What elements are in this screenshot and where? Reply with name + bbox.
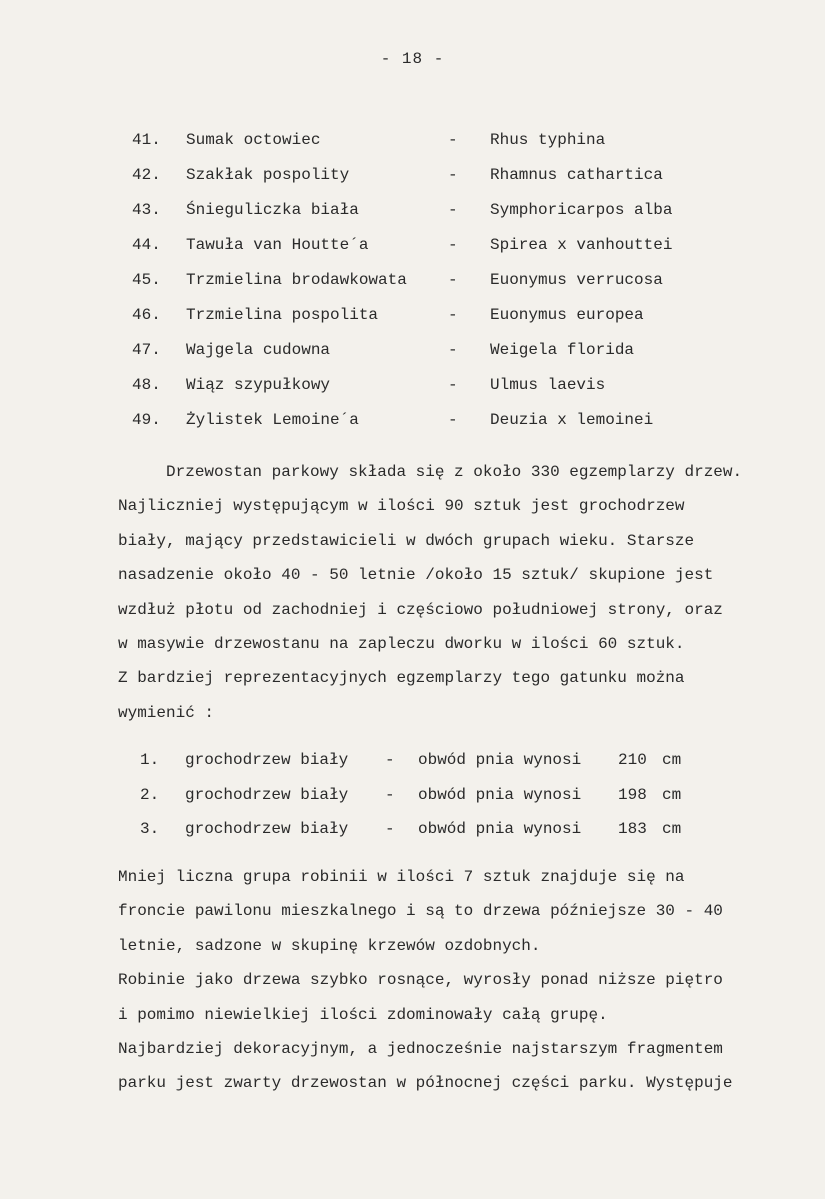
- species-polish-name: Żylistek Lemoine´a: [186, 411, 359, 429]
- species-dash: -: [448, 201, 458, 219]
- specimen-list: [140, 750, 740, 854]
- species-row: [128, 340, 748, 375]
- species-latin-name: Weigela florida: [490, 341, 635, 359]
- species-polish-name: Wajgela cudowna: [186, 341, 331, 359]
- text-line: Najliczniej występującym w ilości 90 sztuk jest grochodrzew: [118, 497, 685, 516]
- species-dash: -: [448, 271, 458, 289]
- species-dash: -: [448, 236, 458, 254]
- text-line: letnie, sadzone w skupinę krzewów ozdobnych.: [118, 936, 541, 955]
- text-line: biały, mający przedstawicieli w dwóch grupach wieku. Starsze: [118, 531, 695, 550]
- species-dash: -: [448, 411, 458, 429]
- specimen-number: 3.: [140, 820, 160, 838]
- specimen-value: 210: [618, 751, 647, 769]
- species-row: [128, 305, 748, 340]
- species-latin-name: Rhamnus cathartica: [490, 166, 663, 184]
- species-polish-name: Sumak octowiec: [186, 131, 321, 149]
- species-latin-name: Euonymus verrucosa: [490, 271, 663, 289]
- specimen-dash: -: [385, 820, 395, 838]
- text-line: Z bardziej reprezentacyjnych egzemplarzy tego gatunku można: [118, 669, 685, 688]
- species-latin-name: Rhus typhina: [490, 131, 606, 149]
- species-polish-name: Tawuła van Houtte´a: [186, 236, 369, 254]
- species-dash: -: [448, 306, 458, 324]
- species-number: 43.: [132, 201, 161, 219]
- text-line: Mniej liczna grupa robinii w ilości 7 sztuk znajduje się na: [118, 868, 685, 886]
- species-list: [128, 130, 748, 445]
- species-polish-name: Wiąz szypułkowy: [186, 376, 331, 394]
- specimen-number: 1.: [140, 751, 160, 769]
- species-row: [128, 165, 748, 200]
- species-latin-name: Symphoricarpos alba: [490, 201, 673, 219]
- specimen-dash: -: [385, 751, 395, 769]
- species-latin-name: Ulmus laevis: [490, 376, 606, 394]
- specimen-row: [140, 750, 740, 785]
- page-number: - 18 -: [380, 50, 445, 68]
- paragraph-robinia: [118, 860, 808, 1101]
- species-dash: -: [448, 166, 458, 184]
- species-number: 48.: [132, 376, 161, 394]
- species-number: 42.: [132, 166, 161, 184]
- specimen-description: obwód pnia wynosi: [418, 785, 582, 804]
- text-line: w masywie drzewostanu na zapleczu dworku w ilości 60 sztuk.: [118, 634, 685, 653]
- specimen-value: 183: [618, 820, 647, 838]
- text-line: i pomimo niewielkiej ilości zdominowały całą grupę.: [118, 1005, 608, 1024]
- species-latin-name: Euonymus europea: [490, 306, 644, 324]
- text-line: parku jest zwarty drzewostan w północnej części parku. Występuje: [118, 1074, 733, 1093]
- text-line: wymienić :: [118, 703, 215, 722]
- species-row: [128, 410, 748, 445]
- specimen-unit: cm: [662, 751, 682, 769]
- species-polish-name: Śnieguliczka biała: [186, 201, 359, 219]
- species-dash: -: [448, 341, 458, 359]
- specimen-name: grochodrzew biały: [185, 820, 349, 838]
- specimen-name: grochodrzew biały: [185, 785, 349, 804]
- specimen-row: [140, 785, 740, 820]
- specimen-description: obwód pnia wynosi: [418, 820, 582, 838]
- text-line: wzdłuż płotu od zachodniej i częściowo południowej strony, oraz: [118, 600, 723, 619]
- species-row: [128, 270, 748, 305]
- specimen-value: 198: [618, 785, 647, 804]
- specimen-name: grochodrzew biały: [185, 751, 349, 769]
- species-row: [128, 200, 748, 235]
- paragraph-tree-stand: [118, 455, 808, 730]
- text-line: froncie pawilonu mieszkalnego i są to drzewa późniejsze 30 - 40: [118, 902, 723, 921]
- species-latin-name: Spirea x vanhouttei: [490, 236, 673, 254]
- species-number: 49.: [132, 411, 161, 429]
- species-number: 41.: [132, 131, 161, 149]
- species-polish-name: Szakłak pospolity: [186, 166, 350, 184]
- text-line: Najbardziej dekoracyjnym, a jednocześnie najstarszym fragmentem: [118, 1039, 723, 1058]
- species-latin-name: Deuzia x lemoinei: [490, 411, 654, 429]
- species-row: [128, 235, 748, 270]
- species-dash: -: [448, 131, 458, 149]
- species-number: 45.: [132, 271, 161, 289]
- text-line: nasadzenie około 40 - 50 letnie /około 15 sztuk/ skupione jest: [118, 566, 714, 585]
- text-line: Robinie jako drzewa szybko rosnące, wyrosły ponad niższe piętro: [118, 971, 723, 990]
- species-number: 44.: [132, 236, 161, 254]
- text-line: Drzewostan parkowy składa się z około 330 egzemplarzy drzew.: [118, 463, 743, 481]
- specimen-number: 2.: [140, 785, 160, 804]
- species-polish-name: Trzmielina pospolita: [186, 306, 379, 324]
- species-row: [128, 130, 748, 165]
- species-number: 46.: [132, 306, 161, 324]
- specimen-dash: -: [385, 785, 395, 804]
- specimen-row: [140, 819, 740, 854]
- specimen-unit: cm: [662, 785, 682, 804]
- specimen-unit: cm: [662, 820, 682, 838]
- species-polish-name: Trzmielina brodawkowata: [186, 271, 407, 289]
- specimen-description: obwód pnia wynosi: [418, 751, 582, 769]
- species-number: 47.: [132, 341, 161, 359]
- species-dash: -: [448, 376, 458, 394]
- species-row: [128, 375, 748, 410]
